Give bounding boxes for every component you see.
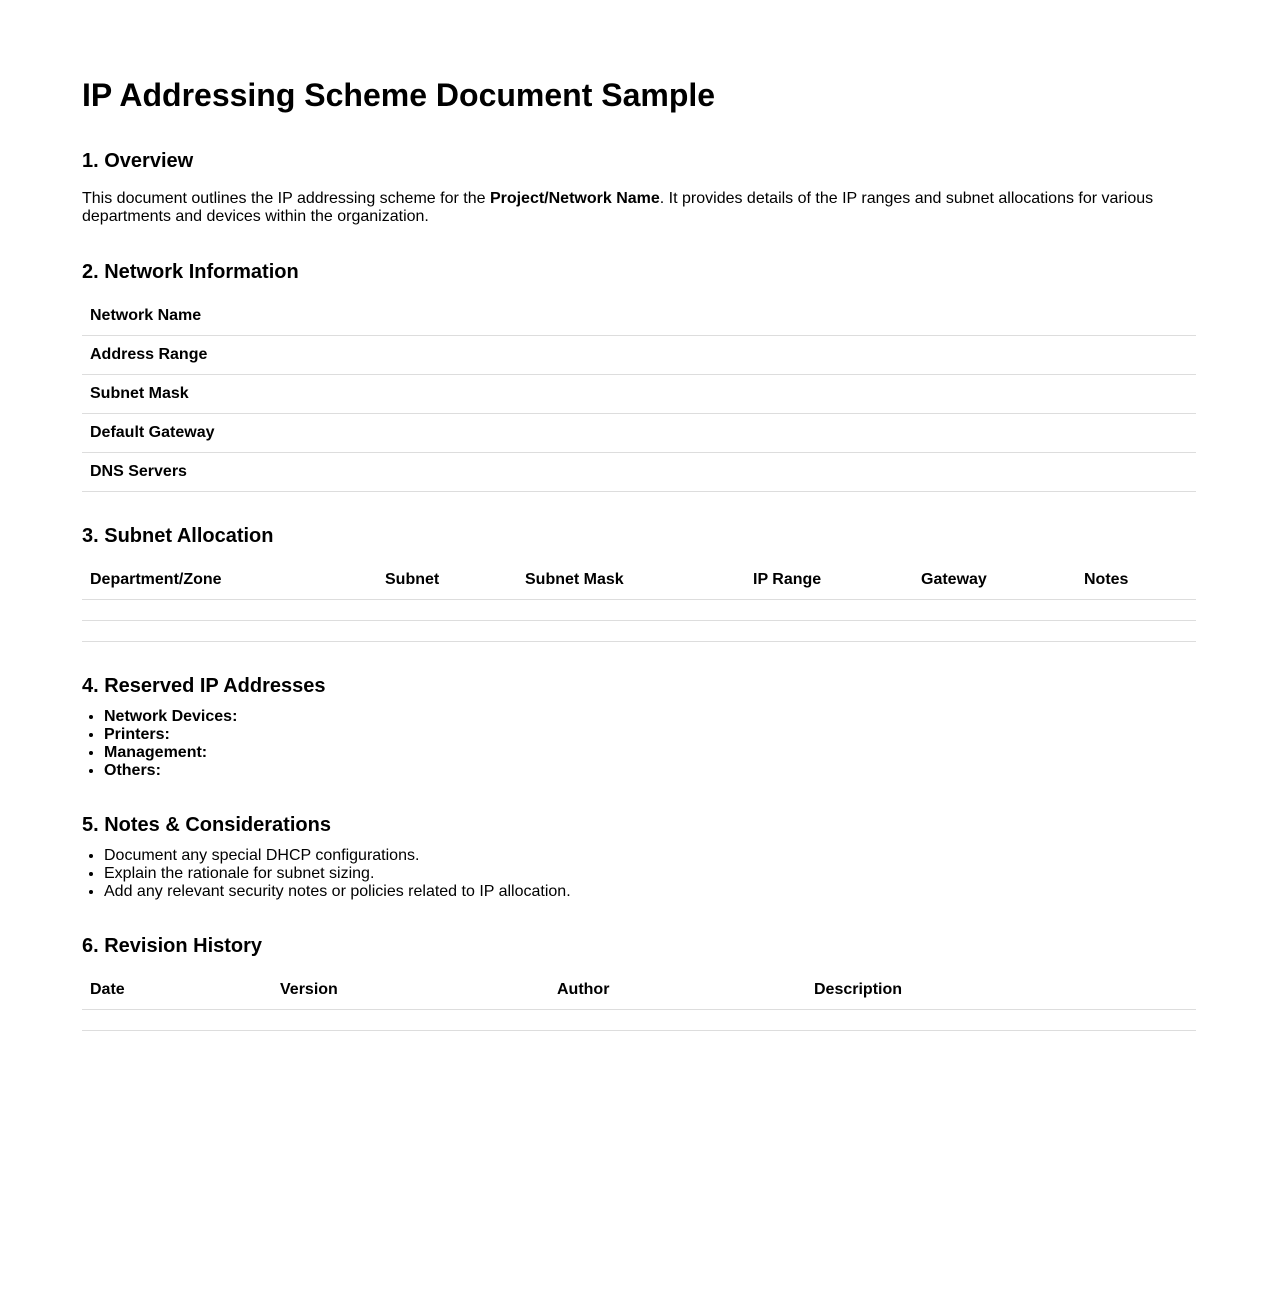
table-cell (517, 600, 745, 621)
list-item: • Management: (104, 744, 1196, 762)
column-notes: Notes (1076, 561, 1196, 600)
network-name-label: Network Name (82, 297, 1196, 336)
list-item: • Printers: (104, 726, 1196, 744)
table-cell (913, 600, 1076, 621)
revision-history-table (82, 971, 1196, 1031)
list-item: • Explain the rationale for subnet sizing. (104, 865, 1196, 883)
column-author: Author (549, 971, 806, 1010)
table-cell (272, 1010, 549, 1031)
table-row (82, 621, 1196, 642)
network-info-heading: 2. Network Information (82, 261, 299, 283)
column-gateway: Gateway (913, 561, 1076, 600)
table-cell (82, 621, 377, 642)
dns-servers-label: DNS Servers (82, 453, 1196, 492)
list-item: • Add any relevant security notes or policies related to IP allocation. (104, 883, 1196, 901)
reserved-ip-list (82, 708, 1196, 780)
column-description: Description (806, 971, 1196, 1010)
overview-heading: 1. Overview (82, 150, 194, 172)
table-cell (377, 600, 517, 621)
table-cell (913, 621, 1076, 642)
table-cell (377, 621, 517, 642)
list-item: • Network Devices: (104, 708, 1196, 726)
table-cell (82, 600, 377, 621)
overview-text-after: . It provides details of the IP ranges and subnet allocations for various departments and devices within the organization. (82, 190, 1154, 225)
overview-paragraph (82, 190, 1196, 226)
subnet-allocation-heading: 3. Subnet Allocation (82, 525, 274, 547)
table-row (82, 414, 1196, 453)
table-row (82, 600, 1196, 621)
table-cell (745, 600, 913, 621)
document-title: IP Addressing Scheme Document Sample (82, 77, 716, 113)
list-item: • Others: (104, 762, 1196, 780)
column-subnet-mask: Subnet Mask (517, 561, 745, 600)
subnet-mask-label: Subnet Mask (82, 375, 1196, 414)
column-subnet: Subnet (377, 561, 517, 600)
revision-history-heading: 6. Revision History (82, 935, 263, 957)
address-range-label: Address Range (82, 336, 1196, 375)
network-info-table (82, 297, 1196, 492)
table-cell (745, 621, 913, 642)
column-ip-range: IP Range (745, 561, 913, 600)
project-network-name: Project/Network Name (489, 190, 660, 207)
column-department-zone: Department/Zone (82, 561, 377, 600)
subnet-allocation-table (82, 561, 1196, 642)
table-row (82, 336, 1196, 375)
table-cell (806, 1010, 1196, 1031)
table-row (82, 453, 1196, 492)
table-row (82, 375, 1196, 414)
table-cell (82, 1010, 272, 1031)
notes-list (82, 847, 1196, 901)
table-cell (1076, 621, 1196, 642)
table-cell (549, 1010, 806, 1031)
column-date: Date (82, 971, 272, 1010)
default-gateway-label: Default Gateway (82, 414, 1196, 453)
table-header-row (82, 561, 1196, 600)
overview-text-before: This document outlines the IP addressing scheme for the (82, 190, 490, 207)
reserved-ip-heading: 4. Reserved IP Addresses (82, 675, 326, 697)
table-cell (517, 621, 745, 642)
list-item: • Document any special DHCP configurations. (104, 847, 1196, 865)
column-version: Version (272, 971, 549, 1010)
table-header-row (82, 971, 1196, 1010)
table-row (82, 1010, 1196, 1031)
table-row (82, 297, 1196, 336)
notes-heading: 5. Notes & Considerations (82, 814, 331, 836)
table-cell (1076, 600, 1196, 621)
